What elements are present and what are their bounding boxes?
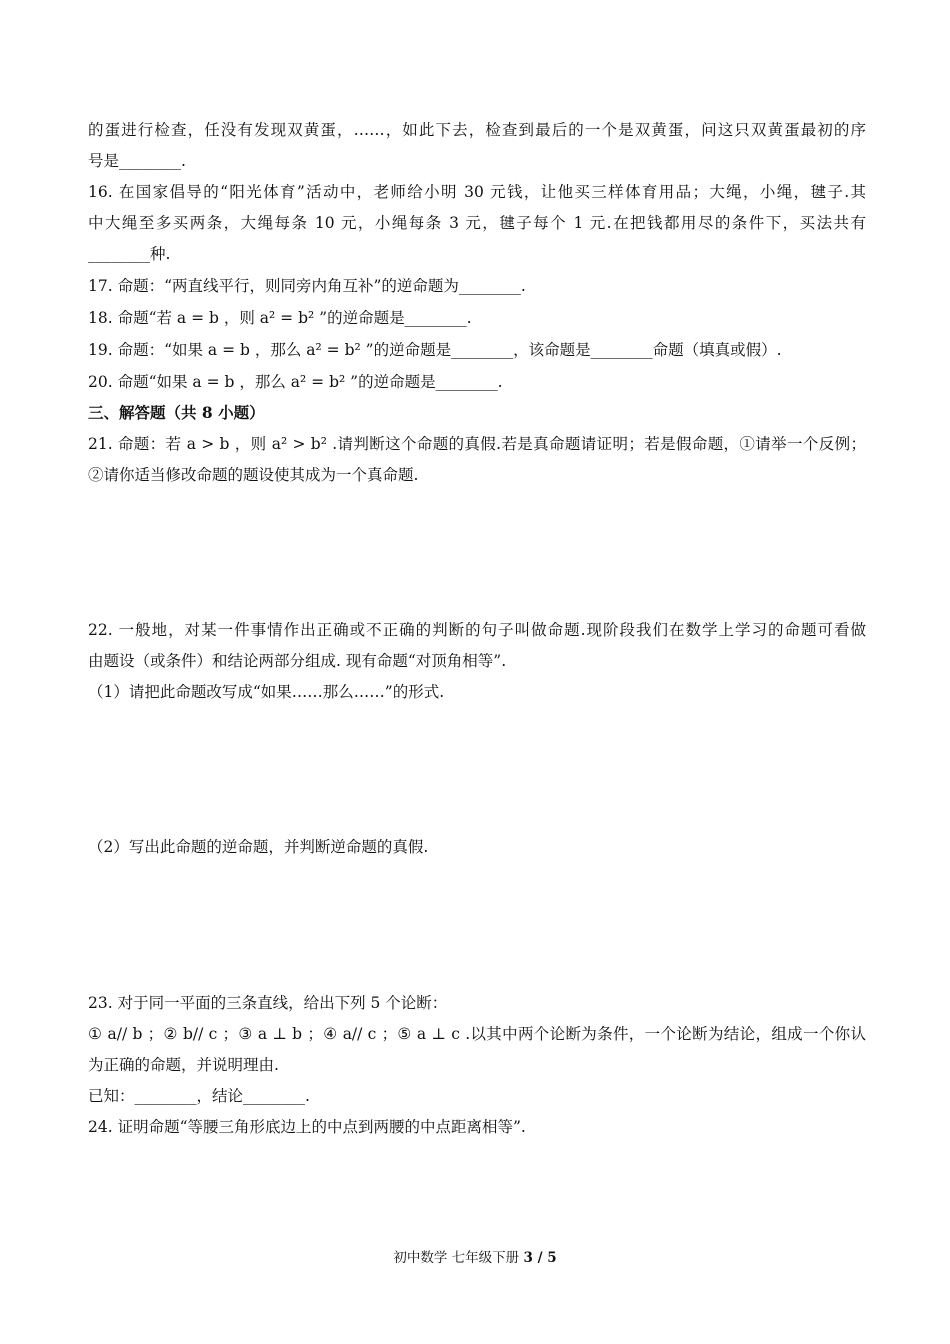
q15-line-1: 的蛋进行检查，任没有发现双黄蛋，……，如此下去，检查到最后的一个是双黄蛋，问这只双黄蛋最初的序 — [88, 121, 866, 139]
q22-line-1: 22. 一般地，对某一件事情作出正确或不正确的判断的句子叫做命题.现阶段我们在数学上学习的命题可看做 — [88, 621, 866, 639]
q24: 24. 证明命题“等腰三角形底边上的中点到两腰的中点距离相等”. — [88, 1118, 526, 1136]
page-footer — [0, 1248, 950, 1268]
q16-line-3: ________种. — [88, 245, 171, 263]
footer-text: 初中数学 七年级下册 — [393, 1250, 520, 1266]
q23-line-4: 已知：________，结论________. — [88, 1087, 310, 1105]
q22-part-1: （1）请把此命题改写成“如果……那么……”的形式. — [88, 683, 445, 701]
q22-part-2: （2）写出此命题的逆命题，并判断逆命题的真假. — [88, 838, 429, 856]
q17: 17. 命题：“两直线平行，则同旁内角互补”的逆命题为________. — [88, 277, 526, 295]
q22-line-2: 由题设（或条件）和结论两部分组成. 现有命题“对顶角相等”. — [88, 652, 507, 670]
q21-line-1: 21. 命题：若 a > b ，则 a² > b² .请判断这个命题的真假.若是真命题请证明；若是假命题，①请举一个反例； — [88, 435, 866, 453]
q15-line-2: 号是________. — [88, 152, 186, 170]
q16-line-2: 中大绳至多买两条，大绳每条 10 元，小绳每条 3 元，毽子每个 1 元.在把钱都用尽的条件下，买法共有 — [88, 214, 866, 232]
q21-line-2: ②请你适当修改命题的题设使其成为一个真命题. — [88, 466, 419, 484]
q23-line-3: 为正确的命题，并说明理由. — [88, 1056, 279, 1074]
page-number: 3 / 5 — [523, 1250, 557, 1266]
q19: 19. 命题：“如果 a = b ，那么 a² = b² ”的逆命题是________，该命题是________命题（填真或假）. — [88, 341, 782, 359]
q20: 20. 命题“如果 a = b ，那么 a² = b² ”的逆命题是________. — [88, 373, 503, 391]
section-heading: 三、解答题（共 8 小题） — [88, 403, 265, 422]
q23-line-2: ① a// b ；② b// c ；③ a ⊥ b ；④ a// c ；⑤ a ⊥ c .以其中两个论断为条件，一个论断为结论，组成一个你认 — [88, 1025, 866, 1043]
q23-line-1: 23. 对于同一平面的三条直线，给出下列 5 个论断： — [88, 994, 448, 1012]
q18: 18. 命题“若 a = b ，则 a² = b² ”的逆命题是________. — [88, 309, 472, 327]
q16-line-1: 16. 在国家倡导的“阳光体育”活动中，老师给小明 30 元钱，让他买三样体育用品；大绳，小绳，毽子.其 — [88, 183, 866, 201]
